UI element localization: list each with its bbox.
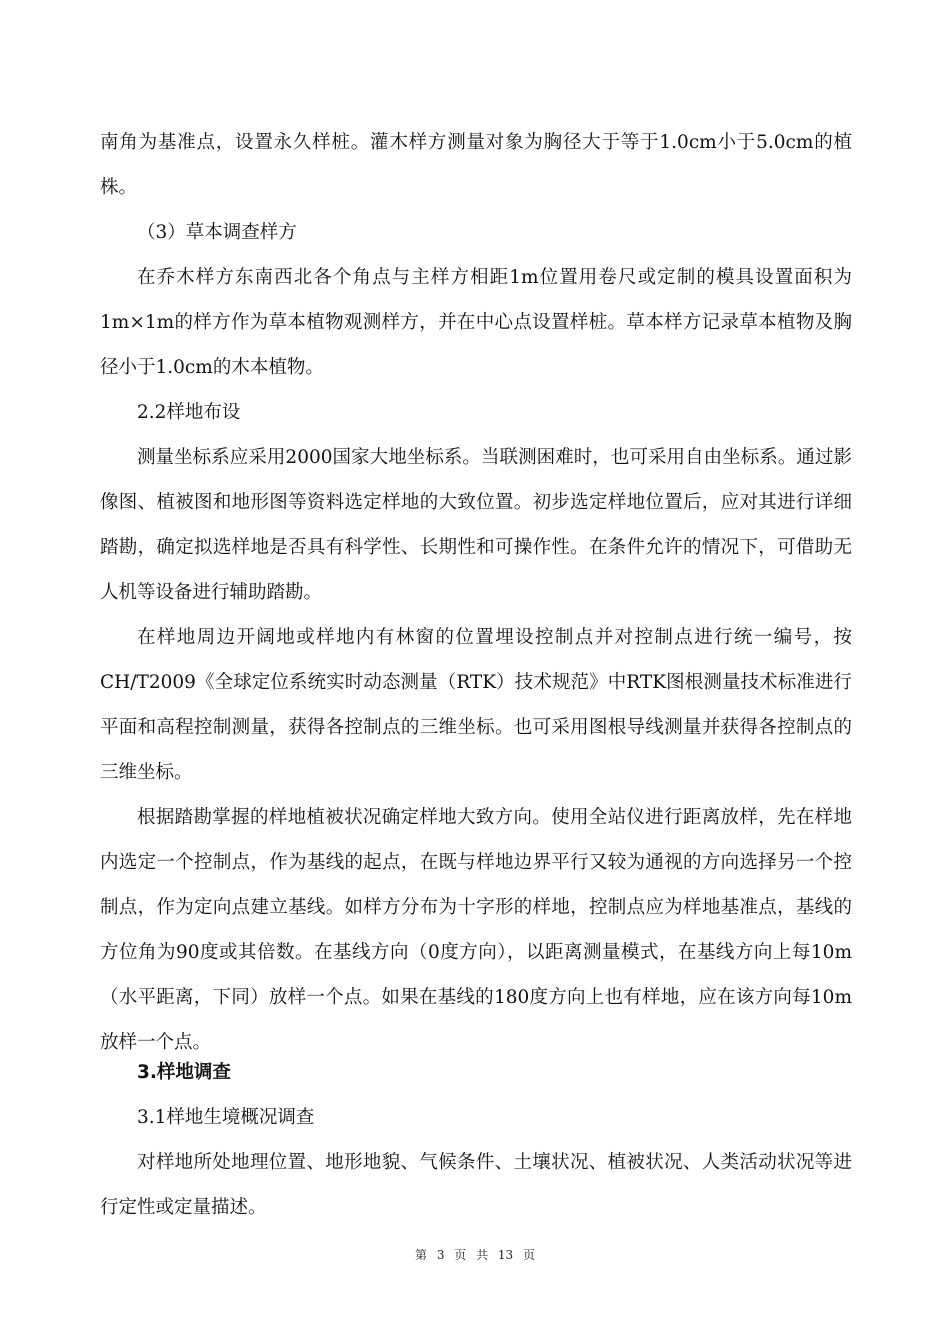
heading-herb-quadrat: （3）草本调查样方 (137, 222, 297, 243)
paragraph-control-points: 在样地周边开阔地或样地内有林窗的位置埋设控制点并对控制点进行统一编号，按CH/T2009《全球定位系统实时动态测量（RTK）技术规范》中RTK图根测量技术标准进行平面和高程控制测量，获得各控制点的三维坐标。也可采用图根导线测量并获得各控制点的三维坐标。 (100, 627, 852, 783)
paragraph-habitat-survey: 对样地所处地理位置、地形地貌、气候条件、土壤状况、植被状况、人类活动状况等进行定性或定量描述。 (100, 1152, 852, 1218)
paragraph-herb-quadrat: 在乔木样方东南西北各个角点与主样方相距1m位置用卷尺或定制的模具设置面积为1m×1m的样方作为草本植物观测样方，并在中心点设置样桩。草本样方记录草本植物及胸径小于1.0cm的木本植物。 (100, 267, 852, 378)
paragraph-baseline-setup: 根据踏勘掌握的样地植被状况确定样地大致方向。使用全站仪进行距离放样，先在样地内选定一个控制点，作为基线的起点，在既与样地边界平行又较为通视的方向选择另一个控制点，作为定向点建立基线。如样方分布为十字形的样地，控制点应为样地基准点，基线的方位角为90度或其倍数。在基线方向（0度方向），以距离测量模式，在基线方向上每10m（水平距离，下同）放样一个点。如果在基线的180度方向上也有样地，应在该方向每10m放样一个点。 (100, 807, 852, 1053)
paragraph-coordinate-system: 测量坐标系应采用2000国家大地坐标系。当联测困难时，也可采用自由坐标系。通过影像图、植被图和地形图等资料选定样地的大致位置。初步选定样地位置后，应对其进行详细踏勘，确定拟选样地是否具有科学性、长期性和可操作性。在条件允许的情况下，可借助无人机等设备进行辅助踏勘。 (100, 447, 852, 603)
heading-plot-layout: 2.2样地布设 (137, 402, 241, 423)
heading-plot-survey: 3.样地调查 (137, 1062, 231, 1083)
heading-habitat-survey: 3.1样地生境概况调查 (137, 1107, 315, 1128)
paragraph-shrub-quadrat-end: 南角为基准点，设置永久样桩。灌木样方测量对象为胸径大于等于1.0cm小于5.0cm的植株。 (100, 132, 852, 198)
page-number-footer: 第 3 页 共 13 页 (415, 1248, 535, 1262)
